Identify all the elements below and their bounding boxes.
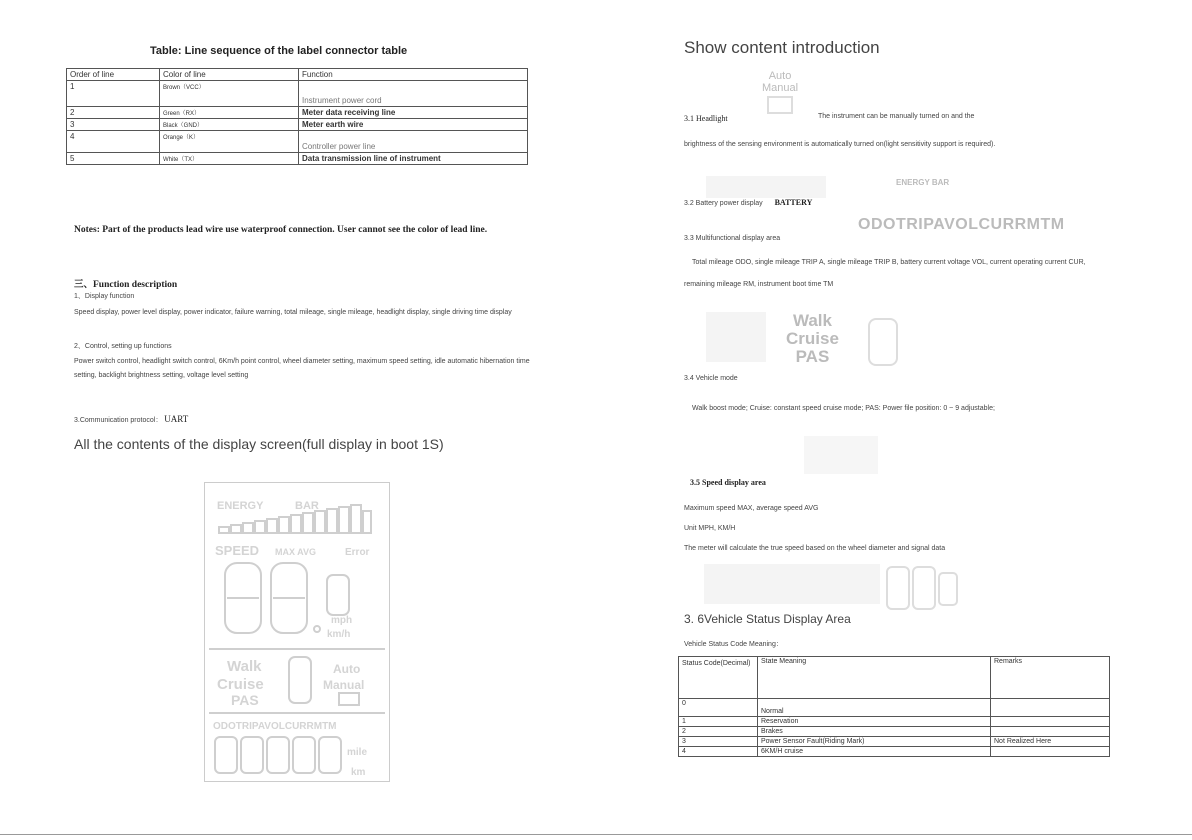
protocol-line <box>74 412 188 428</box>
cell: 4 <box>67 131 160 153</box>
s35-title: 3.5 Speed display area <box>690 478 766 487</box>
header-function: Function <box>299 69 528 81</box>
header-order: Order of line <box>67 69 160 81</box>
cell: Black（GND） <box>160 119 299 131</box>
cell: 5 <box>67 153 160 165</box>
walk-cruise-pas-graphic <box>786 312 839 366</box>
mode-ghost-image <box>706 312 766 362</box>
odo-strip-graphic: ODOTRIPAVOLCURRMTM <box>858 216 1065 233</box>
control-function-title: 2、Control, setting up functions <box>74 343 172 350</box>
manual-label: Manual <box>762 82 799 94</box>
s35-line2: Unit MPH, KM/H <box>684 525 736 532</box>
cell: Green（RX） <box>160 107 299 119</box>
cell <box>991 699 1110 717</box>
lcd-segments <box>205 483 389 781</box>
auto-manual-graphic <box>762 70 798 114</box>
auto-label: Auto <box>768 70 792 82</box>
protocol-label: 3.Communication protocol： <box>74 417 163 424</box>
table-row <box>67 107 528 119</box>
table-row <box>67 131 528 153</box>
cell: Brown（VCC） <box>160 81 299 107</box>
cruise-label: Cruise <box>786 329 839 348</box>
s33-text: Total mileage ODO, single mileage TRIP A, single mileage TRIP B, battery current voltage VOL, current operating current CUR, remaining mileage RM, instrument boot time TM <box>684 259 1086 288</box>
protocol-value: UART <box>164 414 189 424</box>
cell: Data transmission line of instrument <box>299 153 528 165</box>
walk-label: Walk <box>792 311 832 330</box>
cell <box>991 717 1110 727</box>
odo-digits-icon <box>215 737 341 773</box>
display-function-text: Speed display, power level display, power indicator, failure warning, total mileage, single mileage, headlight display, single driving time display <box>74 309 512 316</box>
lcd-error: Error <box>345 547 370 558</box>
cell: 6KM/H cruise <box>758 747 991 757</box>
cell: 4 <box>679 747 758 757</box>
status-code-table <box>678 656 1110 757</box>
table-row <box>67 153 528 165</box>
s32-line <box>684 196 812 211</box>
s32-title: 3.2 Battery power display <box>684 200 763 207</box>
cell: Orange（K） <box>160 131 299 153</box>
cell: 1 <box>679 717 758 727</box>
cell: Not Realized Here <box>991 737 1110 747</box>
page-bottom-divider <box>0 834 1192 835</box>
wire-table <box>66 68 528 165</box>
speed-digits-graphic-icon <box>886 566 966 616</box>
lcd-km: km <box>351 767 366 778</box>
s35-line3: The meter will calculate the true speed based on the wheel diameter and signal data <box>684 545 946 552</box>
status-header-row <box>679 657 1110 699</box>
lcd-walk: Walk <box>227 658 262 675</box>
table-row <box>679 699 1110 717</box>
max-avg-ghost-image <box>804 436 878 474</box>
status-header-code: Status Code(Decimal) <box>679 657 758 699</box>
energy-bar-graphic: ENERGY BAR <box>896 178 950 187</box>
cell: Brakes <box>758 727 991 737</box>
headlight-graphic-icon <box>767 96 793 114</box>
cell: Power Sensor Fault(Riding Mark) <box>758 737 991 747</box>
status-subtitle: Vehicle Status Code Meaning： <box>684 641 783 648</box>
table-row <box>67 81 528 107</box>
gear-digit-icon <box>289 657 311 703</box>
cell: Meter data receiving line <box>299 107 528 119</box>
status-header-remarks: Remarks <box>991 657 1110 699</box>
lcd-manual: Manual <box>323 678 365 692</box>
table-row <box>679 717 1110 727</box>
s33-title: 3.3 Multifunctional display area <box>684 235 781 242</box>
s36-title: 3. 6Vehicle Status Display Area <box>684 612 851 626</box>
s31-title: 3.1 Headlight <box>684 114 728 123</box>
cell: White（TX） <box>160 153 299 165</box>
table-row <box>679 747 1110 757</box>
notes-text: Notes: Part of the products lead wire use waterproof connection. User cannot see the color of lead line. <box>74 225 488 235</box>
headlight-icon <box>339 693 359 705</box>
cell: Reservation <box>758 717 991 727</box>
s32-value: BATTERY <box>774 198 813 207</box>
pas-label: PAS <box>795 347 830 366</box>
lcd-maxavg: MAX AVG <box>275 547 317 557</box>
cell: 1 <box>67 81 160 107</box>
cell: Meter earth wire <box>299 119 528 131</box>
lcd-speed: SPEED <box>215 543 260 558</box>
speed-ghost-image <box>704 564 880 604</box>
lcd-mile: mile <box>347 747 368 758</box>
cell: Controller power line <box>299 131 528 153</box>
s35-line1: Maximum speed MAX, average speed AVG <box>684 505 819 512</box>
control-function-text: Power switch control, headlight switch control, 6Km/h point control, wheel diameter setting, maximum speed setting, idle automatic hibernation time setting, backlight brightness setting, voltage level setting <box>74 358 530 379</box>
lcd-odo-labels: ODOTRIPAVOLCURRMTM <box>213 721 337 732</box>
table-header-row <box>67 69 528 81</box>
cell: 2 <box>679 727 758 737</box>
cell: 2 <box>67 107 160 119</box>
s34-text: Walk boost mode; Cruise: constant speed cruise mode; PAS: Power file position: 0 ~ 9 adjustable; <box>692 405 995 412</box>
show-content-heading: Show content introduction <box>684 38 880 57</box>
cell: Normal <box>758 699 991 717</box>
cell: 3 <box>679 737 758 747</box>
lcd-bar: BAR <box>295 500 319 512</box>
cell <box>991 727 1110 737</box>
lcd-cruise: Cruise <box>217 676 264 693</box>
lcd-pas: PAS <box>231 692 259 708</box>
table-row <box>67 119 528 131</box>
table-row <box>679 737 1110 747</box>
lcd-kmh: km/h <box>327 629 351 640</box>
display-function-title: 1、Display function <box>74 293 135 300</box>
s31-text-b: brightness of the sensing environment is automatically turned on(light sensitivity support is required). <box>684 141 996 148</box>
cell: Instrument power cord <box>299 81 528 107</box>
cell: 0 <box>679 699 758 717</box>
lcd-mph: mph <box>331 615 353 626</box>
cell <box>991 747 1110 757</box>
display-heading: All the contents of the display screen(full display in boot 1S) <box>74 436 444 452</box>
s34-title: 3.4 Vehicle mode <box>684 375 738 382</box>
battery-ghost-image <box>706 176 826 198</box>
status-header-meaning: State Meaning <box>758 657 991 699</box>
cell: 3 <box>67 119 160 131</box>
lcd-display <box>204 482 390 782</box>
gear-digit-graphic-icon <box>868 318 898 366</box>
s31-text-a: The instrument can be manually turned on and the <box>818 113 975 120</box>
lcd-auto: Auto <box>333 662 361 676</box>
table-title: Table: Line sequence of the label connector table <box>150 45 408 57</box>
lcd-energy: ENERGY <box>217 500 264 512</box>
header-color: Color of line <box>160 69 299 81</box>
table-row <box>679 727 1110 737</box>
right-page <box>596 0 1192 840</box>
section-title: 三、Function description <box>74 280 178 290</box>
